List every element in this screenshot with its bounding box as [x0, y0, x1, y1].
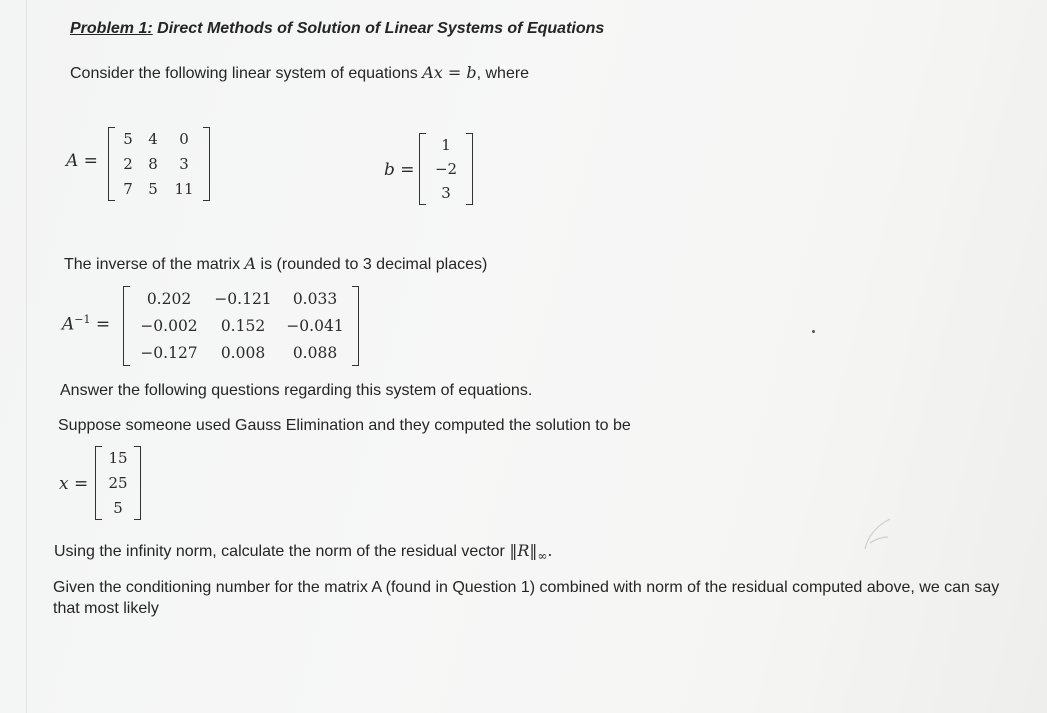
vector-cell: −2 [434, 160, 458, 178]
matrix-cell: 4 [148, 130, 158, 149]
matrix-cell: 11 [174, 179, 194, 198]
matrix-a-left-bracket [108, 127, 115, 201]
intro-eq-sign: = [442, 63, 467, 82]
matrix-cell: 2 [123, 154, 133, 173]
matrix-cell: −0.002 [140, 316, 198, 335]
matrix-a-inverse-right-bracket [352, 286, 359, 366]
vector-x-right-bracket [134, 446, 141, 520]
norm-sub: ∞ [537, 549, 548, 564]
vector-cell: 5 [113, 498, 123, 517]
matrix-cell: 0.033 [292, 290, 338, 309]
matrix-a-inverse-label [62, 313, 110, 335]
norm-question [54, 541, 552, 563]
intro-text: Consider the following linear system of equations [70, 65, 418, 82]
matrix-a-inverse [132, 286, 350, 366]
matrix-cell: 5 [148, 179, 158, 198]
vector-cell: 25 [108, 473, 128, 492]
vector-b-left-bracket [419, 133, 426, 205]
inverse-label-exp: −1 [74, 313, 91, 326]
matrix-a-right-bracket [203, 127, 210, 201]
inverse-intro-symbol: A [244, 254, 257, 273]
intro-suffix: , where [476, 65, 530, 82]
matrix-a [117, 127, 201, 201]
inverse-intro [64, 254, 487, 274]
norm-question-text: Using the infinity norm, calculate the norm of the residual vector [54, 543, 505, 560]
matrix-cell: −0.041 [286, 316, 344, 335]
intro-eq-right: b [466, 63, 477, 82]
intro-eq-left: Ax [422, 63, 443, 82]
matrix-a-inverse-left-bracket [123, 286, 130, 366]
matrix-cell: 0.152 [220, 316, 266, 335]
matrix-cell: −0.127 [140, 343, 198, 362]
matrix-cell: 0.088 [292, 343, 338, 362]
inverse-label-base: A [62, 314, 75, 335]
matrix-cell: −0.121 [214, 290, 272, 309]
matrix-cell: 0 [179, 130, 189, 149]
problem-number: Problem 1: [70, 20, 153, 37]
answer-prompt: Answer the following questions regarding this system of equations. [60, 382, 533, 399]
matrix-a-label: A = [66, 151, 98, 171]
vector-b-label: b = [384, 160, 415, 180]
inverse-intro-before: The inverse of the matrix [64, 256, 241, 273]
vector-x [104, 446, 132, 520]
vector-cell: 3 [441, 184, 451, 202]
stray-mark [812, 330, 815, 333]
vector-x-left-bracket [95, 446, 102, 520]
vector-cell: 1 [441, 136, 451, 154]
vector-cell: 15 [108, 449, 128, 468]
matrix-cell: 0.008 [220, 343, 266, 362]
norm-end: . [547, 541, 553, 560]
vector-b-right-bracket [466, 133, 473, 205]
problem-title [70, 20, 604, 38]
intro-paragraph [70, 63, 529, 83]
vector-b [428, 133, 464, 205]
gauss-text: Suppose someone used Gauss Elimination and they computed the solution to be [58, 417, 631, 434]
problem-title-text: Direct Methods of Solution of Linear Systems of Equations [157, 20, 605, 37]
norm-symbol-main: ‖R‖ [509, 541, 538, 560]
pencil-scribble [860, 515, 900, 555]
matrix-cell: 0.202 [146, 290, 192, 309]
norm-symbol [509, 541, 553, 564]
conditioning-question: Given the conditioning number for the matrix A (found in Question 1) combined with norm of the residual computed above, we can say that most likely [53, 579, 1000, 617]
matrix-cell: 8 [148, 154, 158, 173]
vector-x-label: x = [59, 474, 89, 494]
page-edge [26, 0, 27, 713]
inverse-label-eq: = [90, 314, 111, 335]
matrix-cell: 7 [123, 179, 133, 198]
matrix-cell: 5 [123, 130, 133, 149]
matrix-cell: 3 [179, 154, 189, 173]
inverse-intro-after: is (rounded to 3 decimal places) [260, 256, 488, 273]
